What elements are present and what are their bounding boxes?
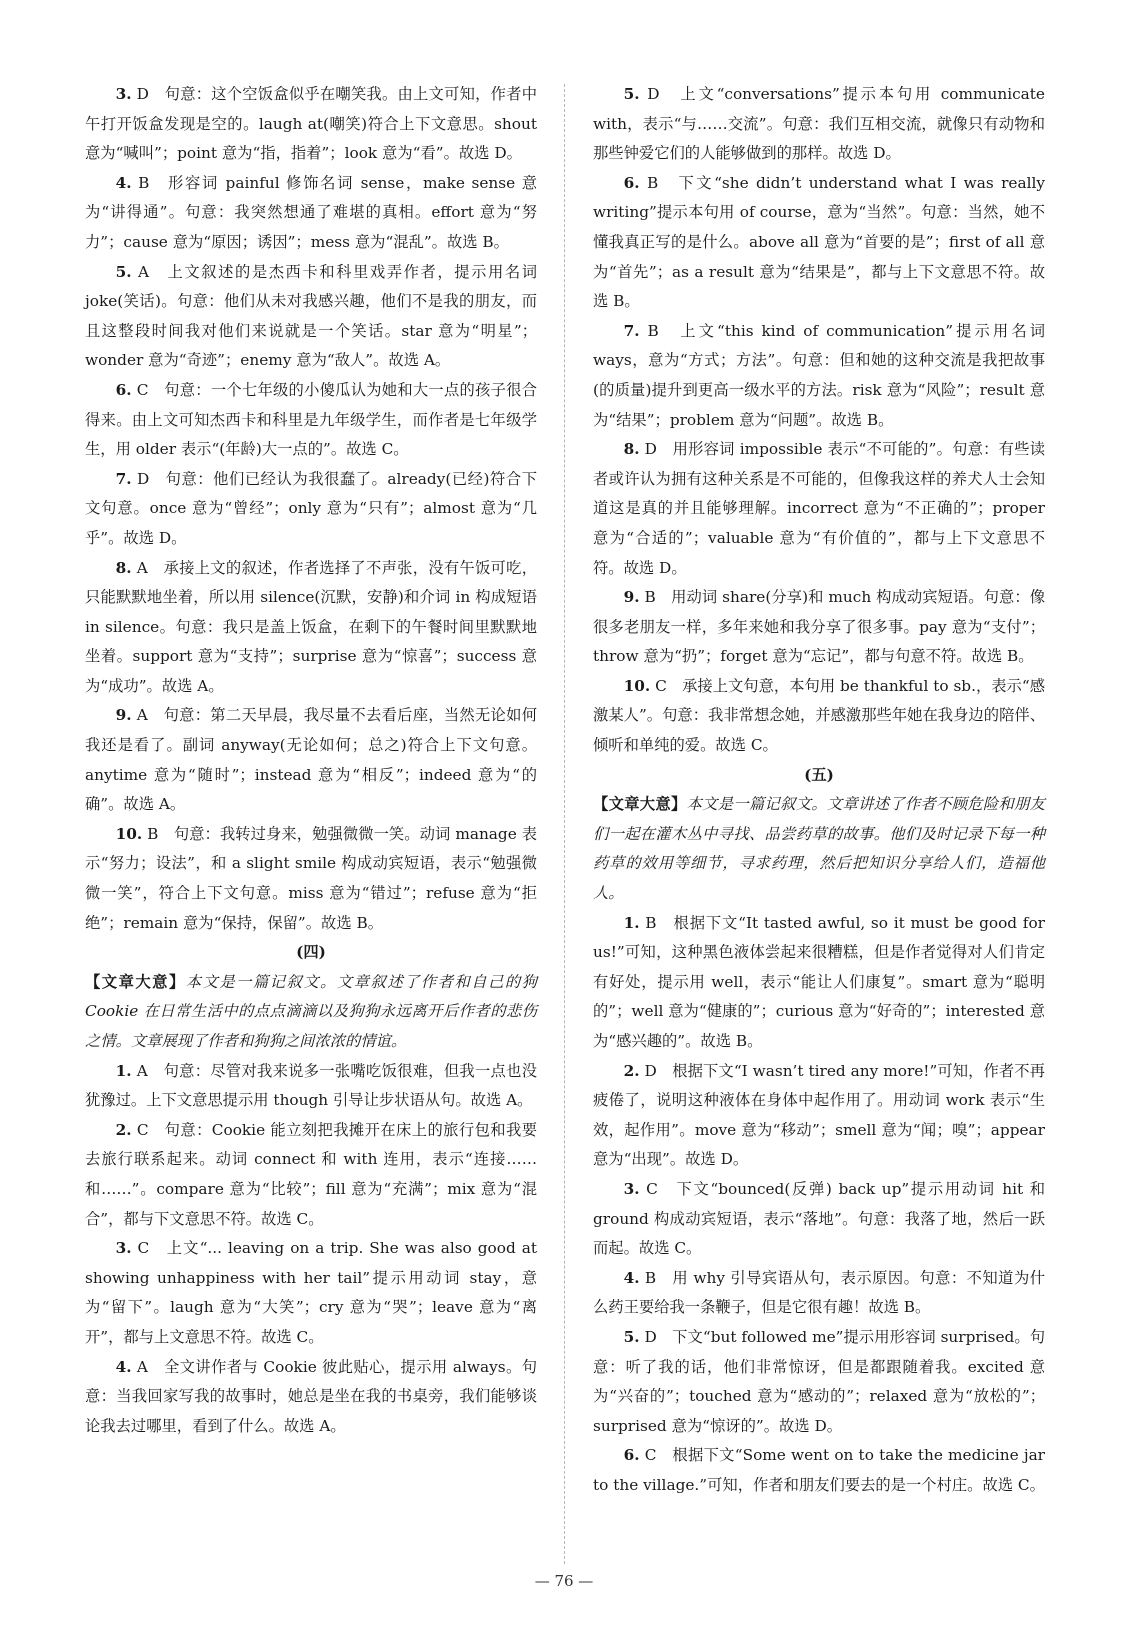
question-number: 1. [623, 913, 640, 932]
explanation-text: D 句意：他们已经认为我很蠢了。already(已经)符合下文句意。once 意为“曾经”；only 意为“只有”；almost 意为“几乎”。故选 D。 [85, 469, 537, 547]
summary-text: 本文是一篇记叙文。文章讲述了作者不顾危险和朋友们一起在灌木丛中寻找、品尝药草的故事。他们及时记录下每一种药草的效用等细节，寻求药理，然后把知识分享给人们，造福他人。 [593, 795, 1045, 903]
question-number: 9. [623, 588, 640, 607]
answer-explanation [593, 583, 1045, 672]
question-number: 2. [623, 1061, 640, 1080]
question-number: 5. [623, 85, 640, 103]
answer-explanation [593, 1264, 1045, 1323]
question-number: 4. [115, 1357, 132, 1376]
question-number: 5. [623, 1327, 640, 1346]
explanation-text: C 句意：一个七年级的小傻瓜认为她和大一点的孩子很合得来。由上文可知杰西卡和科里是九年级学生，而作者是七年级学生，用 older 表示“(年龄)大一点的”。故选 C。 [85, 380, 537, 459]
answer-explanation [85, 1116, 537, 1234]
explanation-text: A 全文讲作者与 Cookie 彼此贴心，提示用 always。句意：当我回家写我的故事时，她总是坐在我的书桌旁，我们能够谈论我去过哪里，看到了什么。故选 A。 [85, 1357, 537, 1435]
explanation-text: B 形容词 painful 修饰名词 sense，make sense 意为“讲得通”。句意：我突然想通了难堪的真相。effort 意为“努力”；cause 意为“原因；诱因”；mess 意为“混乱”。故选 B。 [85, 173, 537, 251]
answer-explanation [593, 1175, 1045, 1264]
answer-explanation [85, 1234, 537, 1352]
answer-explanation [593, 909, 1045, 1057]
answer-explanation [593, 80, 1045, 169]
question-number: 10. [115, 824, 143, 843]
question-number: 3. [115, 85, 132, 103]
explanation-text: B 根据下文“It tasted awful, so it must be good for us!”可知，这种黑色液体尝起来很糟糕，但是作者觉得对人们肯定有好处，提示用 well，表示“能让人们康复”。smart 意为“聪明的”；well 意为“健康的”；curious 意为“好奇的”；interested 意为“感兴趣的”。故选 B。 [593, 913, 1045, 1050]
explanation-text: C 承接上文句意，本句用 be thankful to sb.，表示“感激某人”。句意：我非常想念她，并感激那些年她在我身边的陪伴、倾听和单纯的爱。故选 C。 [593, 676, 1045, 755]
explanation-text: A 句意：尽管对我来说多一张嘴吃饭很难，但我一点也没犹豫过。上下文意思提示用 though 引导让步状语从句。故选 A。 [85, 1061, 537, 1110]
answer-explanation [593, 317, 1045, 435]
column-divider [564, 84, 565, 1564]
question-number: 3. [623, 1179, 640, 1198]
answer-explanation [85, 80, 537, 169]
page-number: — 76 — [534, 1572, 594, 1590]
question-number: 9. [115, 706, 132, 725]
answer-explanation [593, 1323, 1045, 1441]
explanation-text: D 句意：这个空饭盒似乎在嘲笑我。由上文可知，作者中午打开饭盒发现是空的。laugh at(嘲笑)符合上下文意思。shout 意为“喊叫”；point 意为“指，指着”；look 意为“看”。故选 D。 [85, 85, 537, 163]
question-number: 8. [115, 558, 132, 577]
section-title: (五) [804, 765, 834, 784]
answer-explanation [85, 258, 537, 376]
answer-explanation [85, 169, 537, 258]
explanation-text: D 上文“conversations”提示本句用 communicate with，表示“与……交流”。句意：我们互相交流，就像只有动物和那些钟爱它们的人能够做到的那样。故选 D。 [593, 85, 1045, 163]
answer-explanation [85, 1057, 537, 1116]
answer-explanation [85, 376, 537, 465]
explanation-text: B 用 why 引导宾语从句，表示原因。句意：不知道为什么药王要给我一条鞭子，但是它很有趣！故选 B。 [593, 1268, 1045, 1317]
answer-explanation [85, 820, 537, 938]
answer-explanation [593, 169, 1045, 317]
answer-explanation [593, 435, 1045, 583]
explanation-text: A 承接上文的叙述，作者选择了不声张，没有午饭可吃，只能默默地坐着，所以用 silence(沉默，安静)和介词 in 构成短语 in silence。句意：我只是盖上饭盒，在剩下的午餐时间里默默地坐着。support 意为“支持”；surprise 意为“惊喜”；success 意为“成功”。故选 A。 [85, 558, 537, 695]
question-number: 6. [115, 380, 132, 399]
explanation-text: A 上文叙述的是杰西卡和科里戏弄作者，提示用名词 joke(笑话)。句意：他们从未对我感兴趣，他们不是我的朋友，而且这整段时间我对他们来说就是一个笑话。star 意为“明星”；wonder 意为“奇迹”；enemy 意为“敌人”。故选 A。 [85, 262, 537, 370]
section-title: (四) [296, 943, 326, 962]
explanation-text: D 根据下文“I wasn’t tired any more!”可知，作者不再疲倦了，说明这种液体在身体中起作用了。用动词 work 表示“生效，起作用”。move 意为“移动”；smell 意为“闻；嗅”；appear 意为“出现”。故选 D。 [593, 1061, 1045, 1169]
answer-explanation [593, 672, 1045, 761]
answer-explanation [85, 701, 537, 819]
right-column [593, 80, 1045, 1501]
answer-explanation [85, 465, 537, 554]
question-number: 7. [623, 321, 640, 340]
explanation-text: D 用形容词 impossible 表示“不可能的”。句意：有些读者或许认为拥有这种关系是不可能的，但像我这样的养犬人士会知道这是真的并且能够理解。incorrect 意为“不正确的”；proper 意为“合适的”；valuable 意为“有价值的”，都与上下文意思不符。故选 D。 [593, 440, 1045, 577]
answer-explanation [593, 1057, 1045, 1175]
explanation-text: D 下文“but followed me”提示用形容词 surprised。句意：听了我的话，他们非常惊讶，但是都跟随着我。excited 意为“兴奋的”；touched 意为“感动的”；relaxed 意为“放松的”；surprised 意为“惊讶的”。故选 D。 [593, 1327, 1045, 1435]
explanation-text: B 下文“she didn’t understand what I was really writing”提示本句用 of course，意为“当然”。句意：当然，她不懂我真正写的是什么。above all 意为“首要的是”；first of all 意为“首先”；as a result 意为“结果是”，都与上下文意思不符。故选 B。 [593, 173, 1045, 311]
left-column [85, 80, 537, 1441]
explanation-text: B 上文“this kind of communication”提示用名词 ways，意为“方式；方法”。句意：但和她的这种交流是我把故事(的质量)提升到更高一级水平的方法。risk 意为“风险”；result 意为“结果”；problem 意为“问题”。故选 B。 [593, 321, 1045, 429]
question-number: 7. [115, 469, 132, 488]
article-summary [593, 790, 1045, 908]
explanation-text: C 根据下文“Some went on to take the medicine jar to the village.”可知，作者和朋友们要去的是一个村庄。故选 C。 [593, 1446, 1045, 1494]
explanation-text: C 句意：Cookie 能立刻把我摊开在床上的旅行包和我要去旅行联系起来。动词 connect 和 with 连用，表示“连接……和……”。compare 意为“比较”；fill 意为“充满”；mix 意为“混合”，都与下文意思不符。故选 C。 [85, 1120, 537, 1228]
summary-tag: 【文章大意】 [593, 795, 687, 814]
question-number: 3. [115, 1239, 132, 1258]
question-number: 6. [623, 173, 640, 192]
answer-explanation [593, 1441, 1045, 1500]
explanation-text: C 下文“bounced(反弹) back up”提示用动词 hit 和 ground 构成动宾短语，表示“落地”。句意：我落了地，然后一跃而起。故选 C。 [593, 1179, 1045, 1258]
question-number: 4. [623, 1268, 640, 1287]
question-number: 4. [115, 173, 132, 192]
question-number: 6. [623, 1446, 640, 1465]
question-number: 8. [623, 440, 640, 459]
question-number: 2. [115, 1120, 132, 1139]
explanation-text: A 句意：第二天早晨，我尽量不去看后座，当然无论如何我还是看了。副词 anyway(无论如何；总之)符合上下文句意。anytime 意为“随时”；instead 意为“相反”；indeed 意为“的确”。故选 A。 [85, 706, 537, 814]
question-number: 10. [623, 676, 651, 695]
summary-tag: 【文章大意】 [85, 972, 186, 991]
explanation-text: B 用动词 share(分享)和 much 构成动宾短语。句意：像很多老朋友一样，多年来她和我分享了很多事。pay 意为“支付”；throw 意为“扔”；forget 意为“忘记”，都与句意不符。故选 B。 [593, 588, 1045, 666]
explanation-text: C 上文“... leaving on a trip. She was also good at showing unhappiness with her tail”提示用动词 stay，意为“留下”。laugh 意为“大笑”；cry 意为“哭”；leave 意为“离开”，都与上文意思不符。故选 C。 [85, 1239, 537, 1346]
question-number: 1. [115, 1061, 132, 1080]
answer-explanation [85, 1353, 537, 1442]
question-number: 5. [115, 262, 132, 281]
article-summary [85, 968, 537, 1057]
answer-explanation [85, 554, 537, 702]
explanation-text: B 句意：我转过身来，勉强微微一笑。动词 manage 表示“努力；设法”，和 a slight smile 构成动宾短语，表示“勉强微微一笑”，符合上下文句意。miss 意为“错过”；refuse 意为“拒绝”；remain 意为“保持，保留”。故选 B。 [85, 824, 537, 932]
summary-text: 本文是一篇记叙文。文章叙述了作者和自己的狗 Cookie 在日常生活中的点点滴滴以及狗狗永远离开后作者的悲伤之情。文章展现了作者和狗狗之间浓浓的情谊。 [85, 972, 537, 1050]
